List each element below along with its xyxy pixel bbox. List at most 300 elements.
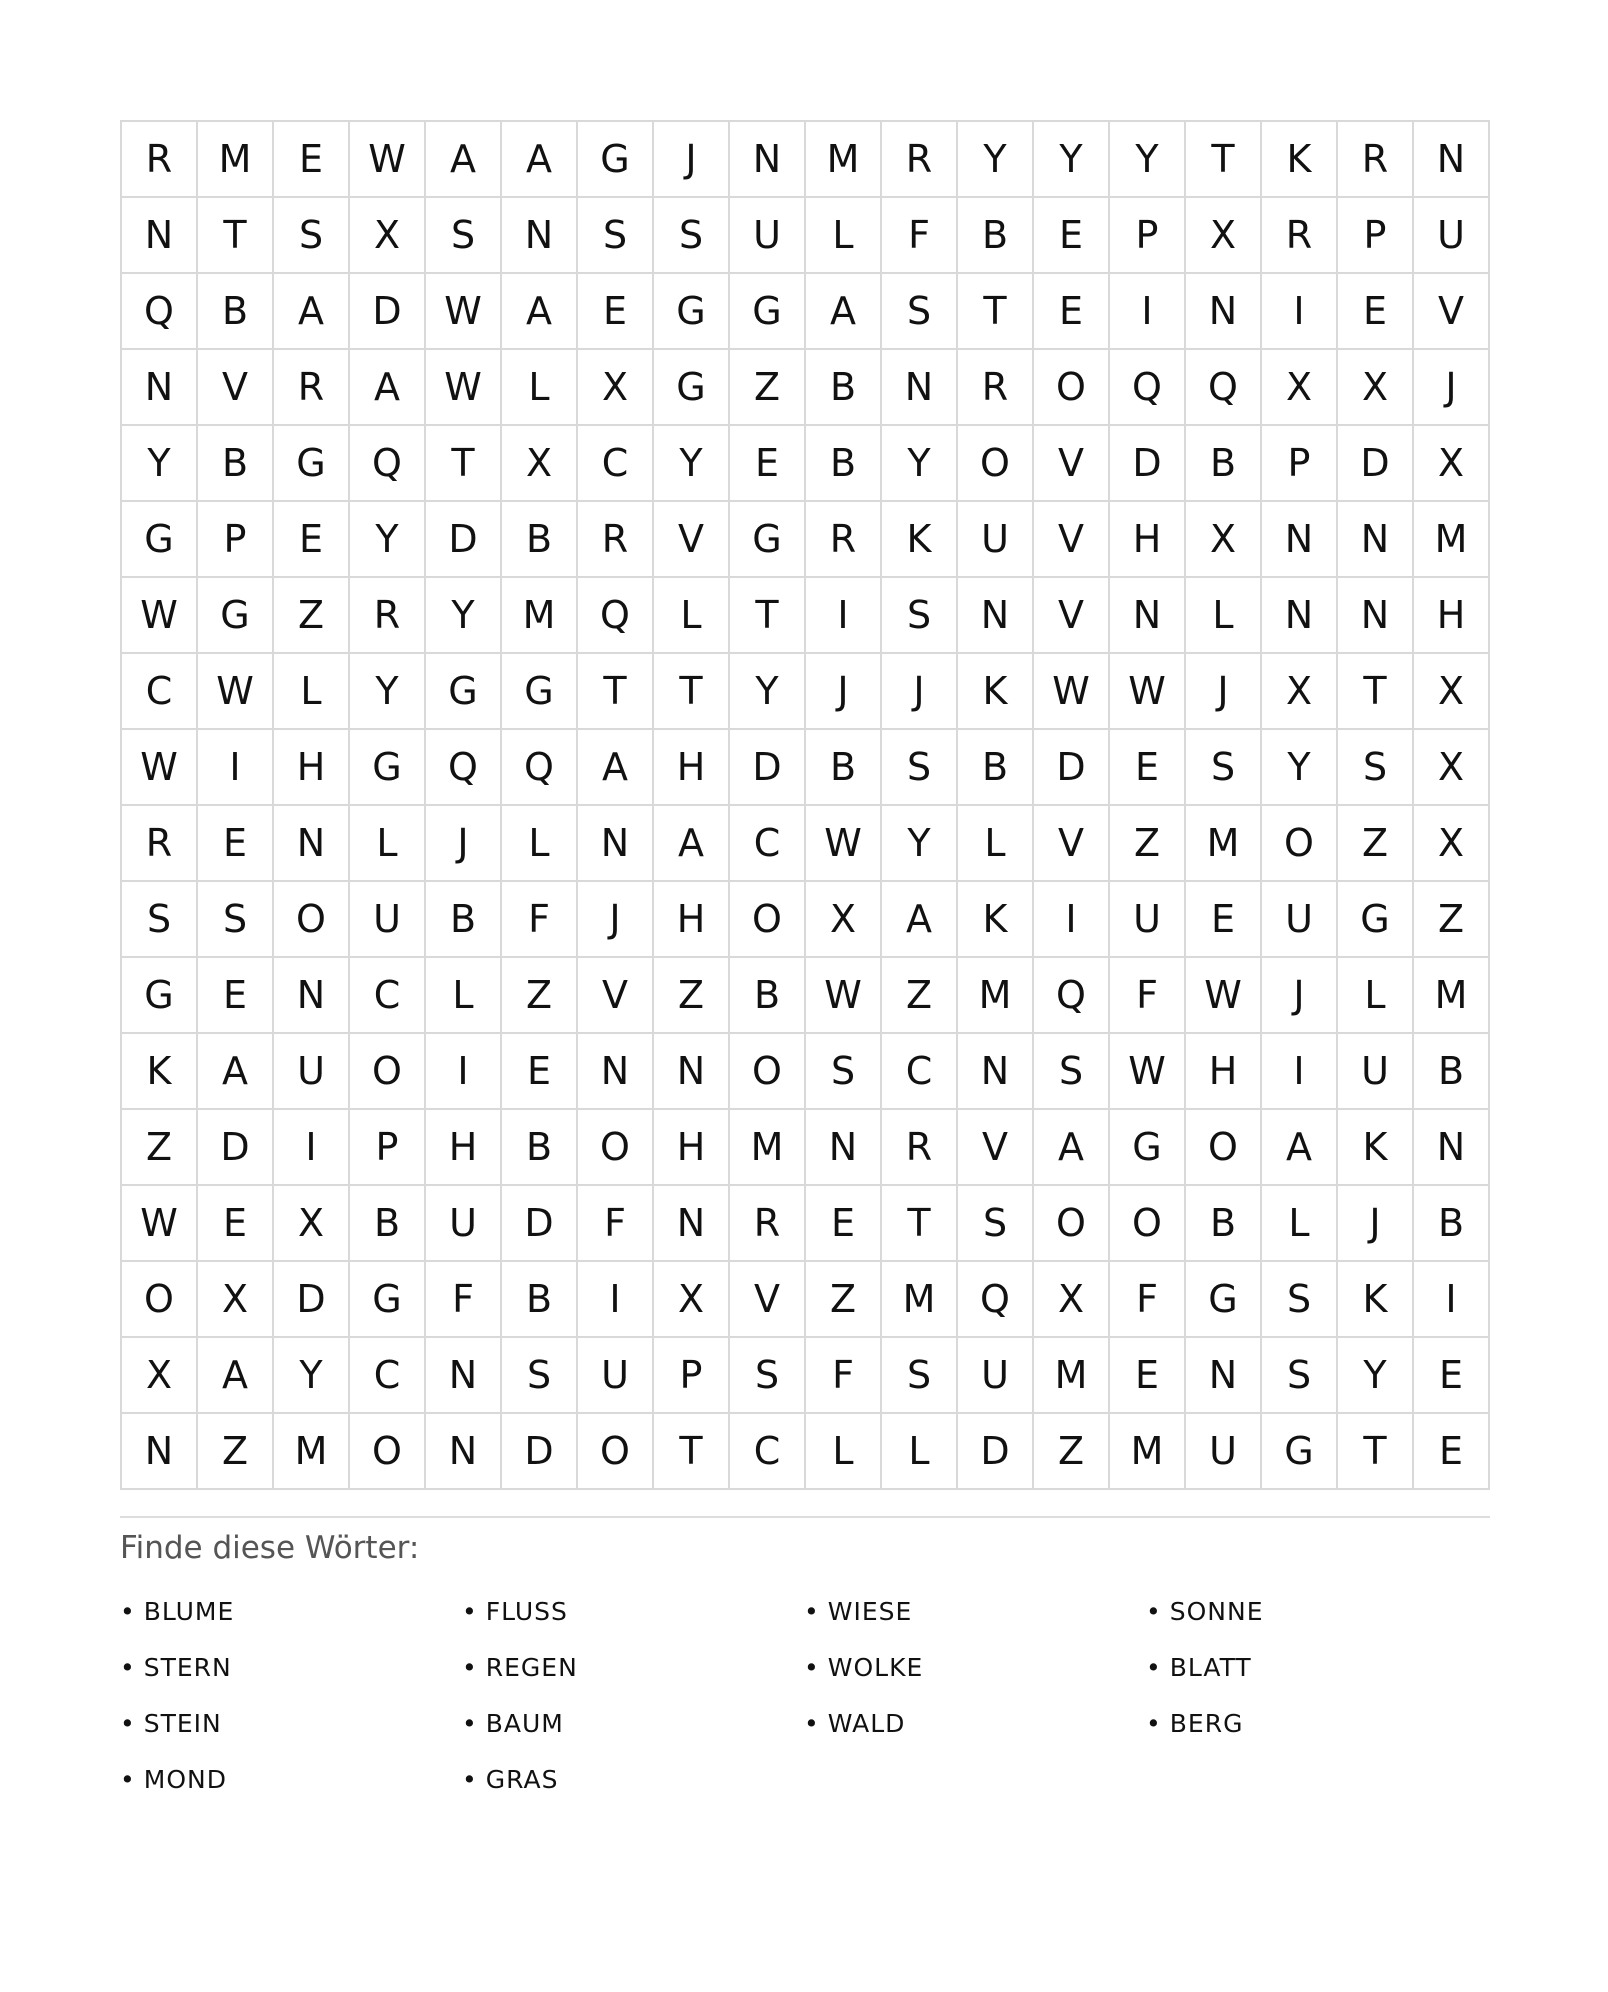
- grid-cell[interactable]: E: [1414, 1338, 1490, 1414]
- grid-cell[interactable]: X: [1338, 350, 1414, 426]
- grid-cell[interactable]: O: [730, 1034, 806, 1110]
- grid-cell[interactable]: X: [1186, 502, 1262, 578]
- grid-cell[interactable]: W: [350, 122, 426, 198]
- grid-cell[interactable]: D: [730, 730, 806, 806]
- grid-cell[interactable]: J: [1186, 654, 1262, 730]
- grid-cell[interactable]: X: [1414, 806, 1490, 882]
- grid-cell[interactable]: I: [1262, 274, 1338, 350]
- grid-cell[interactable]: X: [1034, 1262, 1110, 1338]
- grid-cell[interactable]: J: [578, 882, 654, 958]
- grid-cell[interactable]: D: [502, 1186, 578, 1262]
- grid-cell[interactable]: D: [502, 1414, 578, 1490]
- grid-cell[interactable]: V: [1414, 274, 1490, 350]
- grid-cell[interactable]: O: [274, 882, 350, 958]
- grid-cell[interactable]: M: [1186, 806, 1262, 882]
- grid-cell[interactable]: R: [350, 578, 426, 654]
- grid-cell[interactable]: O: [730, 882, 806, 958]
- grid-cell[interactable]: Q: [426, 730, 502, 806]
- grid-cell[interactable]: W: [198, 654, 274, 730]
- grid-cell[interactable]: G: [198, 578, 274, 654]
- grid-cell[interactable]: G: [350, 730, 426, 806]
- grid-cell[interactable]: R: [882, 1110, 958, 1186]
- grid-cell[interactable]: R: [122, 122, 198, 198]
- grid-cell[interactable]: Q: [122, 274, 198, 350]
- grid-cell[interactable]: Z: [1414, 882, 1490, 958]
- grid-cell[interactable]: D: [274, 1262, 350, 1338]
- grid-cell[interactable]: U: [274, 1034, 350, 1110]
- grid-cell[interactable]: J: [426, 806, 502, 882]
- grid-cell[interactable]: U: [1110, 882, 1186, 958]
- grid-cell[interactable]: N: [958, 578, 1034, 654]
- grid-cell[interactable]: N: [1414, 122, 1490, 198]
- grid-cell[interactable]: B: [426, 882, 502, 958]
- grid-cell[interactable]: T: [1186, 122, 1262, 198]
- grid-cell[interactable]: L: [806, 198, 882, 274]
- grid-cell[interactable]: R: [1338, 122, 1414, 198]
- grid-cell[interactable]: M: [806, 122, 882, 198]
- grid-cell[interactable]: R: [122, 806, 198, 882]
- grid-cell[interactable]: F: [426, 1262, 502, 1338]
- grid-cell[interactable]: W: [1110, 1034, 1186, 1110]
- grid-cell[interactable]: W: [1034, 654, 1110, 730]
- grid-cell[interactable]: I: [1034, 882, 1110, 958]
- grid-cell[interactable]: T: [958, 274, 1034, 350]
- grid-cell[interactable]: B: [198, 274, 274, 350]
- grid-cell[interactable]: Z: [806, 1262, 882, 1338]
- grid-cell[interactable]: Y: [1110, 122, 1186, 198]
- grid-cell[interactable]: E: [1110, 1338, 1186, 1414]
- grid-cell[interactable]: U: [1262, 882, 1338, 958]
- grid-cell[interactable]: K: [1338, 1110, 1414, 1186]
- grid-cell[interactable]: S: [274, 198, 350, 274]
- grid-cell[interactable]: P: [1110, 198, 1186, 274]
- grid-cell[interactable]: H: [274, 730, 350, 806]
- grid-cell[interactable]: S: [1034, 1034, 1110, 1110]
- grid-cell[interactable]: N: [426, 1414, 502, 1490]
- grid-cell[interactable]: P: [654, 1338, 730, 1414]
- grid-cell[interactable]: L: [1262, 1186, 1338, 1262]
- grid-cell[interactable]: B: [806, 350, 882, 426]
- grid-cell[interactable]: Y: [122, 426, 198, 502]
- grid-cell[interactable]: Z: [1338, 806, 1414, 882]
- grid-cell[interactable]: X: [502, 426, 578, 502]
- grid-cell[interactable]: J: [654, 122, 730, 198]
- grid-cell[interactable]: L: [882, 1414, 958, 1490]
- grid-cell[interactable]: N: [1338, 502, 1414, 578]
- grid-cell[interactable]: I: [578, 1262, 654, 1338]
- grid-cell[interactable]: M: [882, 1262, 958, 1338]
- grid-cell[interactable]: T: [730, 578, 806, 654]
- grid-cell[interactable]: E: [198, 1186, 274, 1262]
- grid-cell[interactable]: N: [1414, 1110, 1490, 1186]
- grid-cell[interactable]: B: [350, 1186, 426, 1262]
- grid-cell[interactable]: G: [1110, 1110, 1186, 1186]
- grid-cell[interactable]: U: [426, 1186, 502, 1262]
- grid-cell[interactable]: X: [578, 350, 654, 426]
- grid-cell[interactable]: V: [1034, 806, 1110, 882]
- grid-cell[interactable]: E: [198, 958, 274, 1034]
- grid-cell[interactable]: C: [882, 1034, 958, 1110]
- grid-cell[interactable]: E: [730, 426, 806, 502]
- grid-cell[interactable]: F: [1110, 958, 1186, 1034]
- grid-cell[interactable]: X: [654, 1262, 730, 1338]
- grid-cell[interactable]: G: [122, 502, 198, 578]
- grid-cell[interactable]: Z: [1110, 806, 1186, 882]
- grid-cell[interactable]: J: [1338, 1186, 1414, 1262]
- grid-cell[interactable]: T: [578, 654, 654, 730]
- grid-cell[interactable]: E: [578, 274, 654, 350]
- grid-cell[interactable]: N: [882, 350, 958, 426]
- grid-cell[interactable]: B: [730, 958, 806, 1034]
- grid-cell[interactable]: D: [426, 502, 502, 578]
- grid-cell[interactable]: V: [198, 350, 274, 426]
- grid-cell[interactable]: G: [350, 1262, 426, 1338]
- grid-cell[interactable]: I: [1414, 1262, 1490, 1338]
- grid-cell[interactable]: K: [958, 654, 1034, 730]
- grid-cell[interactable]: V: [654, 502, 730, 578]
- grid-cell[interactable]: X: [198, 1262, 274, 1338]
- grid-cell[interactable]: Q: [350, 426, 426, 502]
- grid-cell[interactable]: E: [1414, 1414, 1490, 1490]
- grid-cell[interactable]: F: [502, 882, 578, 958]
- grid-cell[interactable]: N: [1186, 274, 1262, 350]
- grid-cell[interactable]: A: [502, 274, 578, 350]
- grid-cell[interactable]: H: [1186, 1034, 1262, 1110]
- grid-cell[interactable]: C: [730, 806, 806, 882]
- grid-cell[interactable]: L: [1338, 958, 1414, 1034]
- grid-cell[interactable]: M: [502, 578, 578, 654]
- grid-cell[interactable]: E: [1338, 274, 1414, 350]
- grid-cell[interactable]: A: [1034, 1110, 1110, 1186]
- grid-cell[interactable]: S: [198, 882, 274, 958]
- grid-cell[interactable]: X: [1186, 198, 1262, 274]
- grid-cell[interactable]: E: [1110, 730, 1186, 806]
- grid-cell[interactable]: O: [578, 1110, 654, 1186]
- grid-cell[interactable]: R: [806, 502, 882, 578]
- grid-cell[interactable]: Z: [122, 1110, 198, 1186]
- grid-cell[interactable]: A: [578, 730, 654, 806]
- grid-cell[interactable]: O: [1186, 1110, 1262, 1186]
- grid-cell[interactable]: S: [958, 1186, 1034, 1262]
- grid-cell[interactable]: S: [578, 198, 654, 274]
- grid-cell[interactable]: Q: [958, 1262, 1034, 1338]
- grid-cell[interactable]: N: [1338, 578, 1414, 654]
- grid-cell[interactable]: Y: [1338, 1338, 1414, 1414]
- grid-cell[interactable]: G: [730, 274, 806, 350]
- grid-cell[interactable]: J: [806, 654, 882, 730]
- grid-cell[interactable]: J: [1262, 958, 1338, 1034]
- grid-cell[interactable]: G: [1262, 1414, 1338, 1490]
- grid-cell[interactable]: P: [1262, 426, 1338, 502]
- grid-cell[interactable]: T: [1338, 654, 1414, 730]
- grid-cell[interactable]: B: [502, 502, 578, 578]
- grid-cell[interactable]: E: [274, 122, 350, 198]
- grid-cell[interactable]: W: [426, 350, 502, 426]
- grid-cell[interactable]: C: [578, 426, 654, 502]
- grid-cell[interactable]: T: [426, 426, 502, 502]
- grid-cell[interactable]: B: [198, 426, 274, 502]
- grid-cell[interactable]: S: [654, 198, 730, 274]
- grid-cell[interactable]: X: [1414, 730, 1490, 806]
- grid-cell[interactable]: S: [882, 274, 958, 350]
- grid-cell[interactable]: H: [1414, 578, 1490, 654]
- grid-cell[interactable]: Q: [1186, 350, 1262, 426]
- grid-cell[interactable]: K: [1262, 122, 1338, 198]
- grid-cell[interactable]: B: [1414, 1186, 1490, 1262]
- grid-cell[interactable]: X: [1262, 654, 1338, 730]
- grid-cell[interactable]: Y: [882, 426, 958, 502]
- grid-cell[interactable]: M: [1414, 958, 1490, 1034]
- grid-cell[interactable]: A: [882, 882, 958, 958]
- grid-cell[interactable]: O: [1262, 806, 1338, 882]
- grid-cell[interactable]: B: [958, 198, 1034, 274]
- grid-cell[interactable]: M: [1034, 1338, 1110, 1414]
- grid-cell[interactable]: B: [1186, 1186, 1262, 1262]
- grid-cell[interactable]: O: [1110, 1186, 1186, 1262]
- grid-cell[interactable]: X: [1414, 654, 1490, 730]
- grid-cell[interactable]: G: [122, 958, 198, 1034]
- grid-cell[interactable]: L: [426, 958, 502, 1034]
- grid-cell[interactable]: Z: [1034, 1414, 1110, 1490]
- grid-cell[interactable]: I: [198, 730, 274, 806]
- grid-cell[interactable]: S: [882, 730, 958, 806]
- grid-cell[interactable]: E: [198, 806, 274, 882]
- grid-cell[interactable]: Q: [502, 730, 578, 806]
- grid-cell[interactable]: N: [1262, 502, 1338, 578]
- grid-cell[interactable]: N: [274, 806, 350, 882]
- grid-cell[interactable]: P: [198, 502, 274, 578]
- grid-cell[interactable]: G: [654, 350, 730, 426]
- grid-cell[interactable]: Y: [426, 578, 502, 654]
- grid-cell[interactable]: N: [426, 1338, 502, 1414]
- grid-cell[interactable]: Y: [882, 806, 958, 882]
- grid-cell[interactable]: N: [578, 1034, 654, 1110]
- grid-cell[interactable]: K: [1338, 1262, 1414, 1338]
- grid-cell[interactable]: A: [1262, 1110, 1338, 1186]
- grid-cell[interactable]: F: [1110, 1262, 1186, 1338]
- grid-cell[interactable]: L: [350, 806, 426, 882]
- grid-cell[interactable]: N: [122, 198, 198, 274]
- grid-cell[interactable]: E: [1186, 882, 1262, 958]
- grid-cell[interactable]: O: [1034, 1186, 1110, 1262]
- grid-cell[interactable]: X: [806, 882, 882, 958]
- grid-cell[interactable]: S: [1262, 1338, 1338, 1414]
- grid-cell[interactable]: W: [806, 806, 882, 882]
- grid-cell[interactable]: P: [1338, 198, 1414, 274]
- grid-cell[interactable]: M: [198, 122, 274, 198]
- grid-cell[interactable]: N: [806, 1110, 882, 1186]
- grid-cell[interactable]: B: [806, 426, 882, 502]
- grid-cell[interactable]: Y: [274, 1338, 350, 1414]
- grid-cell[interactable]: Y: [958, 122, 1034, 198]
- grid-cell[interactable]: V: [1034, 578, 1110, 654]
- grid-cell[interactable]: K: [122, 1034, 198, 1110]
- grid-cell[interactable]: G: [502, 654, 578, 730]
- grid-cell[interactable]: T: [654, 654, 730, 730]
- grid-cell[interactable]: G: [274, 426, 350, 502]
- grid-cell[interactable]: V: [1034, 502, 1110, 578]
- grid-cell[interactable]: M: [730, 1110, 806, 1186]
- grid-cell[interactable]: B: [1414, 1034, 1490, 1110]
- grid-cell[interactable]: H: [654, 882, 730, 958]
- grid-cell[interactable]: V: [578, 958, 654, 1034]
- grid-cell[interactable]: S: [122, 882, 198, 958]
- grid-cell[interactable]: G: [1186, 1262, 1262, 1338]
- grid-cell[interactable]: C: [350, 958, 426, 1034]
- grid-cell[interactable]: P: [350, 1110, 426, 1186]
- grid-cell[interactable]: N: [274, 958, 350, 1034]
- grid-cell[interactable]: T: [1338, 1414, 1414, 1490]
- grid-cell[interactable]: E: [274, 502, 350, 578]
- grid-cell[interactable]: O: [1034, 350, 1110, 426]
- grid-cell[interactable]: X: [122, 1338, 198, 1414]
- grid-cell[interactable]: E: [502, 1034, 578, 1110]
- grid-cell[interactable]: R: [958, 350, 1034, 426]
- grid-cell[interactable]: I: [806, 578, 882, 654]
- grid-cell[interactable]: N: [654, 1034, 730, 1110]
- grid-cell[interactable]: W: [122, 730, 198, 806]
- grid-cell[interactable]: A: [654, 806, 730, 882]
- grid-cell[interactable]: F: [882, 198, 958, 274]
- grid-cell[interactable]: L: [502, 350, 578, 426]
- grid-cell[interactable]: Q: [1110, 350, 1186, 426]
- grid-cell[interactable]: C: [122, 654, 198, 730]
- grid-cell[interactable]: L: [654, 578, 730, 654]
- grid-cell[interactable]: C: [350, 1338, 426, 1414]
- grid-cell[interactable]: O: [350, 1414, 426, 1490]
- grid-cell[interactable]: G: [426, 654, 502, 730]
- grid-cell[interactable]: S: [806, 1034, 882, 1110]
- grid-cell[interactable]: E: [1034, 274, 1110, 350]
- grid-cell[interactable]: I: [274, 1110, 350, 1186]
- grid-cell[interactable]: F: [578, 1186, 654, 1262]
- grid-cell[interactable]: N: [502, 198, 578, 274]
- grid-cell[interactable]: M: [1110, 1414, 1186, 1490]
- grid-cell[interactable]: S: [1338, 730, 1414, 806]
- grid-cell[interactable]: X: [1414, 426, 1490, 502]
- grid-cell[interactable]: I: [1262, 1034, 1338, 1110]
- grid-cell[interactable]: U: [1338, 1034, 1414, 1110]
- grid-cell[interactable]: U: [730, 198, 806, 274]
- grid-cell[interactable]: S: [502, 1338, 578, 1414]
- grid-cell[interactable]: G: [654, 274, 730, 350]
- grid-cell[interactable]: Y: [350, 502, 426, 578]
- grid-cell[interactable]: L: [1186, 578, 1262, 654]
- grid-cell[interactable]: U: [578, 1338, 654, 1414]
- grid-cell[interactable]: E: [1034, 198, 1110, 274]
- grid-cell[interactable]: O: [122, 1262, 198, 1338]
- grid-cell[interactable]: D: [1338, 426, 1414, 502]
- grid-cell[interactable]: K: [958, 882, 1034, 958]
- grid-cell[interactable]: S: [882, 1338, 958, 1414]
- grid-cell[interactable]: A: [806, 274, 882, 350]
- grid-cell[interactable]: X: [1262, 350, 1338, 426]
- grid-cell[interactable]: A: [502, 122, 578, 198]
- grid-cell[interactable]: N: [122, 350, 198, 426]
- grid-cell[interactable]: U: [1414, 198, 1490, 274]
- grid-cell[interactable]: D: [198, 1110, 274, 1186]
- grid-cell[interactable]: B: [958, 730, 1034, 806]
- grid-cell[interactable]: I: [1110, 274, 1186, 350]
- grid-cell[interactable]: R: [730, 1186, 806, 1262]
- grid-cell[interactable]: S: [882, 578, 958, 654]
- grid-cell[interactable]: N: [654, 1186, 730, 1262]
- grid-cell[interactable]: Y: [350, 654, 426, 730]
- grid-cell[interactable]: U: [350, 882, 426, 958]
- grid-cell[interactable]: E: [806, 1186, 882, 1262]
- grid-cell[interactable]: N: [122, 1414, 198, 1490]
- grid-cell[interactable]: R: [882, 122, 958, 198]
- grid-cell[interactable]: O: [350, 1034, 426, 1110]
- grid-cell[interactable]: N: [1186, 1338, 1262, 1414]
- grid-cell[interactable]: G: [730, 502, 806, 578]
- grid-cell[interactable]: L: [274, 654, 350, 730]
- grid-cell[interactable]: A: [350, 350, 426, 426]
- grid-cell[interactable]: R: [578, 502, 654, 578]
- grid-cell[interactable]: U: [958, 502, 1034, 578]
- grid-cell[interactable]: H: [1110, 502, 1186, 578]
- grid-cell[interactable]: D: [958, 1414, 1034, 1490]
- grid-cell[interactable]: W: [806, 958, 882, 1034]
- grid-cell[interactable]: N: [578, 806, 654, 882]
- grid-cell[interactable]: X: [350, 198, 426, 274]
- grid-cell[interactable]: A: [198, 1034, 274, 1110]
- grid-cell[interactable]: M: [274, 1414, 350, 1490]
- grid-cell[interactable]: Z: [654, 958, 730, 1034]
- grid-cell[interactable]: Y: [730, 654, 806, 730]
- grid-cell[interactable]: Q: [1034, 958, 1110, 1034]
- grid-cell[interactable]: V: [730, 1262, 806, 1338]
- grid-cell[interactable]: R: [274, 350, 350, 426]
- grid-cell[interactable]: B: [1186, 426, 1262, 502]
- grid-cell[interactable]: G: [1338, 882, 1414, 958]
- grid-cell[interactable]: H: [654, 730, 730, 806]
- grid-cell[interactable]: D: [1110, 426, 1186, 502]
- grid-cell[interactable]: O: [578, 1414, 654, 1490]
- grid-cell[interactable]: S: [1186, 730, 1262, 806]
- grid-cell[interactable]: Y: [1262, 730, 1338, 806]
- grid-cell[interactable]: L: [502, 806, 578, 882]
- grid-cell[interactable]: Z: [274, 578, 350, 654]
- grid-cell[interactable]: T: [882, 1186, 958, 1262]
- grid-cell[interactable]: W: [426, 274, 502, 350]
- grid-cell[interactable]: W: [1110, 654, 1186, 730]
- grid-cell[interactable]: N: [1262, 578, 1338, 654]
- grid-cell[interactable]: Z: [882, 958, 958, 1034]
- grid-cell[interactable]: V: [958, 1110, 1034, 1186]
- grid-cell[interactable]: X: [274, 1186, 350, 1262]
- grid-cell[interactable]: C: [730, 1414, 806, 1490]
- grid-cell[interactable]: A: [274, 274, 350, 350]
- grid-cell[interactable]: Y: [1034, 122, 1110, 198]
- grid-cell[interactable]: T: [654, 1414, 730, 1490]
- grid-cell[interactable]: Z: [198, 1414, 274, 1490]
- grid-cell[interactable]: U: [1186, 1414, 1262, 1490]
- grid-cell[interactable]: B: [502, 1110, 578, 1186]
- grid-cell[interactable]: L: [958, 806, 1034, 882]
- grid-cell[interactable]: W: [122, 1186, 198, 1262]
- grid-cell[interactable]: A: [426, 122, 502, 198]
- grid-cell[interactable]: W: [122, 578, 198, 654]
- grid-cell[interactable]: J: [1414, 350, 1490, 426]
- grid-cell[interactable]: U: [958, 1338, 1034, 1414]
- grid-cell[interactable]: K: [882, 502, 958, 578]
- grid-cell[interactable]: Y: [654, 426, 730, 502]
- grid-cell[interactable]: S: [426, 198, 502, 274]
- grid-cell[interactable]: N: [730, 122, 806, 198]
- grid-cell[interactable]: D: [350, 274, 426, 350]
- grid-cell[interactable]: L: [806, 1414, 882, 1490]
